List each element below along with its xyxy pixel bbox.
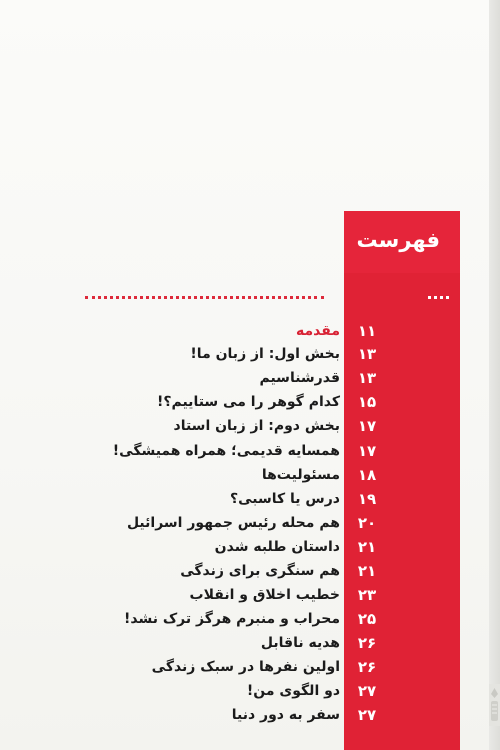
toc-page-number: ۱۹ [357, 490, 377, 508]
toc-page-number: ۱۵ [357, 393, 377, 411]
toc-entry[interactable] [0, 679, 500, 703]
toc-entry[interactable] [0, 607, 500, 631]
toc-entry-title: دو الگوی من! [246, 683, 340, 699]
toc-entry-title: سفر به دور دنیا [231, 707, 340, 723]
toc-entry[interactable] [0, 319, 500, 343]
toc-page-number: ۲۵ [357, 610, 377, 628]
toc-entry[interactable] [0, 631, 500, 655]
toc-entry-title: محراب و منبرم هرگز ترک نشد! [123, 611, 340, 627]
toc-page-number: ۲۱ [357, 562, 377, 580]
toc-entry[interactable] [0, 366, 500, 390]
toc-entry[interactable] [0, 487, 500, 511]
toc-entry[interactable] [0, 463, 500, 487]
toc-title: فهرست [356, 228, 440, 252]
toc-entry-title: داستان طلبه شدن [214, 539, 340, 555]
toc-entry[interactable] [0, 535, 500, 559]
toc-entry-title: قدرشناسیم [259, 370, 340, 386]
toc-page-number: ۱۳ [357, 369, 377, 387]
toc-entry-title: اولین نفرها در سبک زندگی [151, 659, 340, 675]
toc-entry[interactable] [0, 559, 500, 583]
toc-page-number: ۲۰ [357, 514, 377, 532]
toc-page-number: ۲۱ [357, 538, 377, 556]
toc-entry[interactable] [0, 439, 500, 463]
toc-entry-title: کدام گوهر را می ستاییم؟! [156, 394, 340, 410]
toc-entry-title: مقدمه [296, 323, 340, 339]
toc-entry-title: هدیه ناقابل [260, 635, 340, 651]
toc-page-number: ۲۷ [357, 706, 377, 724]
toc-entry-title: مسئولیت‌ها [261, 467, 340, 483]
toc-page-number: ۱۸ [357, 466, 377, 484]
toc-entry[interactable] [0, 583, 500, 607]
toc-entry[interactable] [0, 390, 500, 414]
toc-entry-title: همسایه قدیمی؛ همراه همیشگی! [112, 443, 340, 459]
toc-page-number: ۱۱ [357, 322, 377, 340]
toc-entry-title: بخش اول: از زبان ما! [190, 346, 340, 362]
toc-entry[interactable] [0, 511, 500, 535]
toc-entry[interactable] [0, 342, 500, 366]
publisher-logo-icon [489, 684, 500, 726]
toc-entry-title: بخش دوم: از زبان استاد [173, 418, 340, 434]
toc-page-number: ۱۷ [357, 442, 377, 460]
toc-page-number: ۲۶ [357, 634, 377, 652]
toc-entry[interactable] [0, 414, 500, 438]
toc-page-number: ۱۳ [357, 345, 377, 363]
toc-page-number: ۱۷ [357, 417, 377, 435]
toc-page-number: ۲۶ [357, 658, 377, 676]
toc-entry-title: هم سنگری برای زندگی [180, 563, 340, 579]
toc-entry[interactable] [0, 655, 500, 679]
toc-page-number: ۲۳ [357, 586, 377, 604]
toc-entry[interactable] [0, 703, 500, 727]
toc-entry-title: خطیب اخلاق و انقلاب [189, 587, 340, 603]
toc-entry-title: درس یا کاسبی؟ [230, 491, 340, 507]
toc-entry-title: هم محله رئیس جمهور اسرائیل [126, 515, 340, 531]
toc-page-number: ۲۷ [357, 682, 377, 700]
